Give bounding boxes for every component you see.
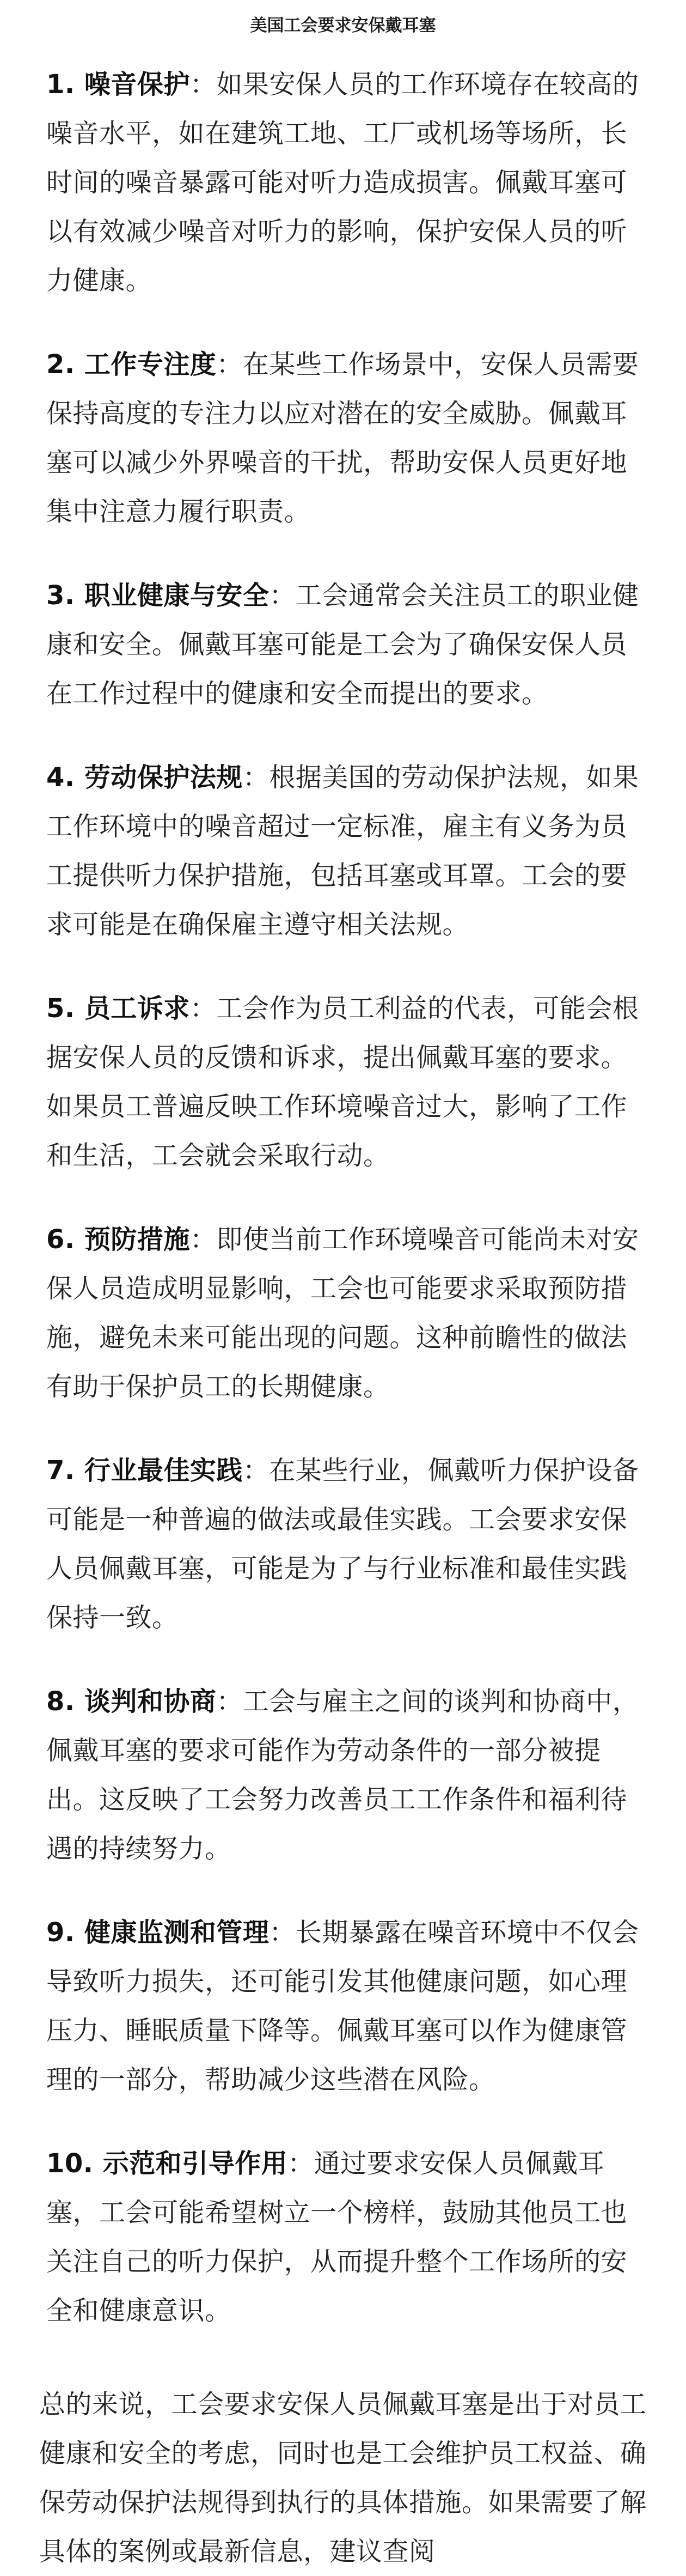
list-item-9 (46, 1908, 651, 2104)
item-heading-text: 职业健康与安全 (84, 580, 270, 611)
item-body: ：即使当前工作环境噪音可能尚未对安保人员造成明显影响，工会也可能要求采取预防措施，避免未来可能出现的问题。这种前瞻性的做法有助于保护员工的长期健康。 (46, 1224, 639, 1402)
item-number: 8. (46, 1686, 75, 1717)
item-heading-text: 噪音保护 (84, 69, 190, 100)
item-number: 2. (46, 349, 75, 380)
item-heading (46, 993, 190, 1024)
item-heading (46, 349, 216, 380)
summary-paragraph: 总的来说，工会要求安保人员佩戴耳塞是出于对员工健康和安全的考虑，同时也是工会维护员工权益、确保劳动保护法规得到执行的具体措施。如果需要了解具体的案例或最新信息，建议查阅 (39, 2389, 647, 2567)
list-item-4 (46, 753, 651, 949)
item-body: ：在某些工作场景中，安保人员需要保持高度的专注力以应对潜在的安全威胁。佩戴耳塞可以减少外界噪音的干扰，帮助安保人员更好地集中注意力履行职责。 (46, 349, 639, 527)
list-item-5 (46, 984, 651, 1180)
item-body: ：工会与雇主之间的谈判和协商中，佩戴耳塞的要求可能作为劳动条件的一部分被提出。这反映了工会努力改善员工工作条件和福利待遇的持续努力。 (46, 1686, 639, 1864)
item-number: 7. (46, 1455, 75, 1486)
item-heading (46, 1455, 243, 1486)
item-heading (46, 69, 190, 100)
list-item-10 (46, 2139, 651, 2335)
item-heading (46, 1917, 269, 1948)
item-heading-text: 预防措施 (84, 1224, 190, 1255)
item-heading-text: 员工诉求 (84, 993, 190, 1024)
list-item-3 (46, 571, 651, 718)
item-heading (46, 580, 269, 611)
item-body: ：如果安保人员的工作环境存在较高的噪音水平，如在建筑工地、工厂或机场等场所，长时间的噪音暴露可能对听力造成损害。佩戴耳塞可以有效减少噪音对听力的影响，保护安保人员的听力健康。 (46, 69, 639, 296)
item-number: 4. (46, 762, 75, 793)
item-heading-text: 工作专注度 (84, 349, 217, 380)
list-item-2 (46, 340, 651, 536)
item-heading-text: 健康监测和管理 (84, 1917, 270, 1948)
item-heading (46, 762, 243, 793)
item-body: ：在某些行业，佩戴听力保护设备可能是一种普遍的做法或最佳实践。工会要求安保人员佩戴耳塞，可能是为了与行业标准和最佳实践保持一致。 (46, 1455, 639, 1633)
item-heading-text: 谈判和协商 (84, 1686, 217, 1717)
item-body: ：长期暴露在噪音环境中不仅会导致听力损失，还可能引发其他健康问题，如心理压力、睡眠质量下降等。佩戴耳塞可以作为健康管理的一部分，帮助减少这些潜在风险。 (46, 1917, 639, 2095)
list-item-8 (46, 1677, 651, 1873)
item-number: 5. (46, 993, 75, 1024)
item-number: 3. (46, 580, 75, 611)
item-heading (46, 1686, 216, 1717)
item-number: 10. (46, 2148, 94, 2179)
item-number: 6. (46, 1224, 75, 1255)
item-heading-text: 行业最佳实践 (84, 1455, 243, 1486)
list-item-6 (46, 1215, 651, 1411)
item-body: ：工会通常会关注员工的职业健康和安全。佩戴耳塞可能是工会为了确保安保人员在工作过程中的健康和安全而提出的要求。 (46, 580, 639, 709)
item-body: ：工会作为员工利益的代表，可能会根据安保人员的反馈和诉求，提出佩戴耳塞的要求。如果员工普遍反映工作环境噪音过大，影响了工作和生活，工会就会采取行动。 (46, 993, 639, 1171)
document-title: 美国工会要求安保戴耳塞 (250, 16, 436, 35)
item-heading-text: 示范和引导作用 (102, 2148, 288, 2179)
item-body: ：通过要求安保人员佩戴耳塞，工会可能希望树立一个榜样，鼓励其他员工也关注自己的听力保护，从而提升整个工作场所的安全和健康意识。 (46, 2148, 628, 2326)
item-heading (46, 1224, 190, 1255)
list-item-7 (46, 1446, 651, 1642)
item-heading (46, 2148, 287, 2179)
item-number: 9. (46, 1917, 75, 1948)
item-body: ：根据美国的劳动保护法规，如果工作环境中的噪音超过一定标准，雇主有义务为员工提供听力保护措施，包括耳塞或耳罩。工会的要求可能是在确保雇主遵守相关法规。 (46, 762, 639, 940)
list-item-1 (46, 60, 651, 305)
item-heading-text: 劳动保护法规 (84, 762, 243, 793)
reason-list (46, 60, 651, 2370)
item-number: 1. (46, 69, 75, 100)
